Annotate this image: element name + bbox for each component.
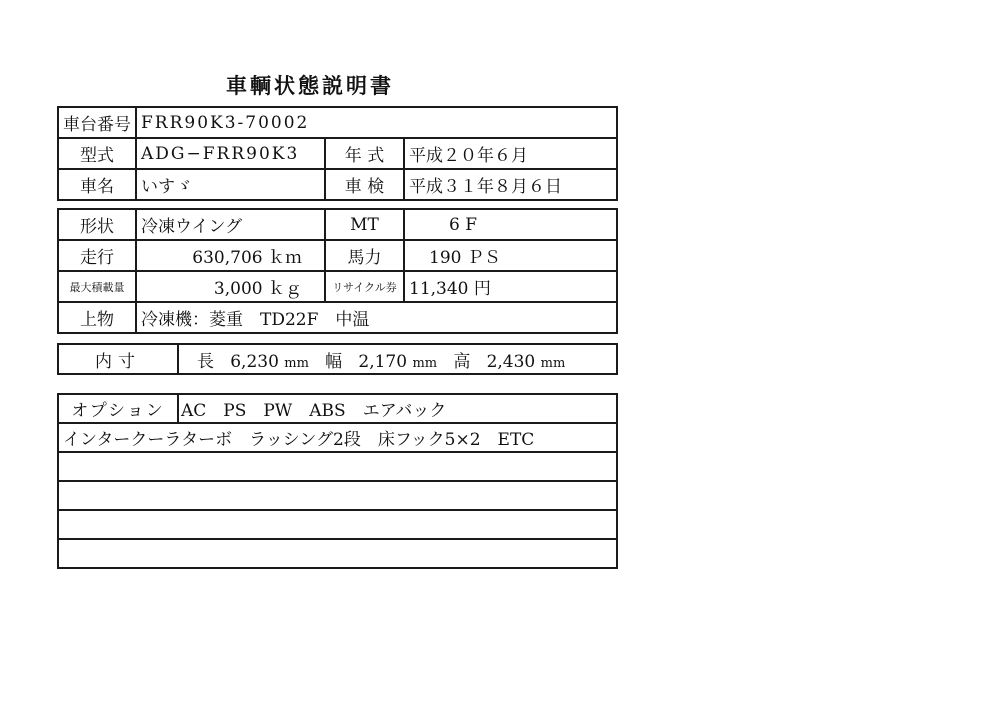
model-value: ADG−FRR90K3 xyxy=(136,138,325,169)
options-label: オプション xyxy=(58,394,178,423)
table-row xyxy=(58,138,617,169)
options-line-4 xyxy=(58,481,617,510)
table-row xyxy=(58,452,617,481)
table-row xyxy=(58,539,617,568)
mileage-value: 630,706 ｋｍ xyxy=(136,240,325,271)
year-value: 平成２０年６月 xyxy=(404,138,617,169)
options-line-3 xyxy=(58,452,617,481)
chassis-number-label: 車台番号 xyxy=(58,107,136,138)
power-label: 馬力 xyxy=(325,240,404,271)
options-line-1: AC PS PW ABS エアバック xyxy=(178,394,617,423)
max-load-value: 3,000 ｋｇ xyxy=(136,271,325,302)
options-line-2: インタークーラターボ ラッシング2段 床フック5×2 ETC xyxy=(58,423,617,452)
table-row xyxy=(58,423,617,452)
options-line-5 xyxy=(58,510,617,539)
inspection-value: 平成３１年８月６日 xyxy=(404,169,617,200)
table-row xyxy=(58,209,617,240)
specs-table xyxy=(57,208,618,334)
table-row xyxy=(58,169,617,200)
mileage-label: 走行 xyxy=(58,240,136,271)
table-row xyxy=(58,344,617,374)
table-row xyxy=(58,271,617,302)
width-value: 2,170 xyxy=(358,351,408,372)
max-load-label: 最大積載量 xyxy=(58,271,136,302)
table-row xyxy=(58,481,617,510)
length-label: 長 xyxy=(197,351,214,372)
power-value: 190 ＰＳ xyxy=(404,240,617,271)
table-row xyxy=(58,240,617,271)
height-label: 高 xyxy=(453,351,471,372)
table-row xyxy=(58,394,617,423)
inspection-label: 車 検 xyxy=(325,169,404,200)
table-row xyxy=(58,510,617,539)
recycle-value: 11,340 円 xyxy=(404,271,617,302)
length-unit: mm xyxy=(284,355,309,371)
recycle-label: リサイクル券 xyxy=(325,271,404,302)
height-value: 2,430 xyxy=(486,351,536,372)
shape-label: 形状 xyxy=(58,209,136,240)
maker-value: いすゞ xyxy=(136,169,325,200)
width-unit: mm xyxy=(412,355,438,371)
year-label: 年 式 xyxy=(325,138,404,169)
dimensions-label: 内寸 xyxy=(58,344,178,374)
model-label: 型式 xyxy=(58,138,136,169)
vehicle-info-table xyxy=(57,106,618,201)
length-value: 6,230 xyxy=(230,351,279,372)
width-label: 幅 xyxy=(325,351,343,372)
body-value: 冷凍機：菱重 TD22F 中温 xyxy=(136,302,617,333)
dimensions-table xyxy=(57,343,618,375)
maker-label: 車名 xyxy=(58,169,136,200)
mt-label: MT xyxy=(325,209,404,240)
body-label: 上物 xyxy=(58,302,136,333)
options-table xyxy=(57,393,618,569)
dimensions-values xyxy=(178,344,617,374)
height-unit: mm xyxy=(540,355,566,371)
table-row xyxy=(58,302,617,333)
chassis-number-value: FRR90K3-70002 xyxy=(136,107,617,138)
document-title: 車輌状態説明書 xyxy=(226,74,394,98)
shape-value: 冷凍ウイング xyxy=(136,209,325,240)
mt-value: 6 F xyxy=(404,209,617,240)
table-row xyxy=(58,107,617,138)
options-line-6 xyxy=(58,539,617,568)
